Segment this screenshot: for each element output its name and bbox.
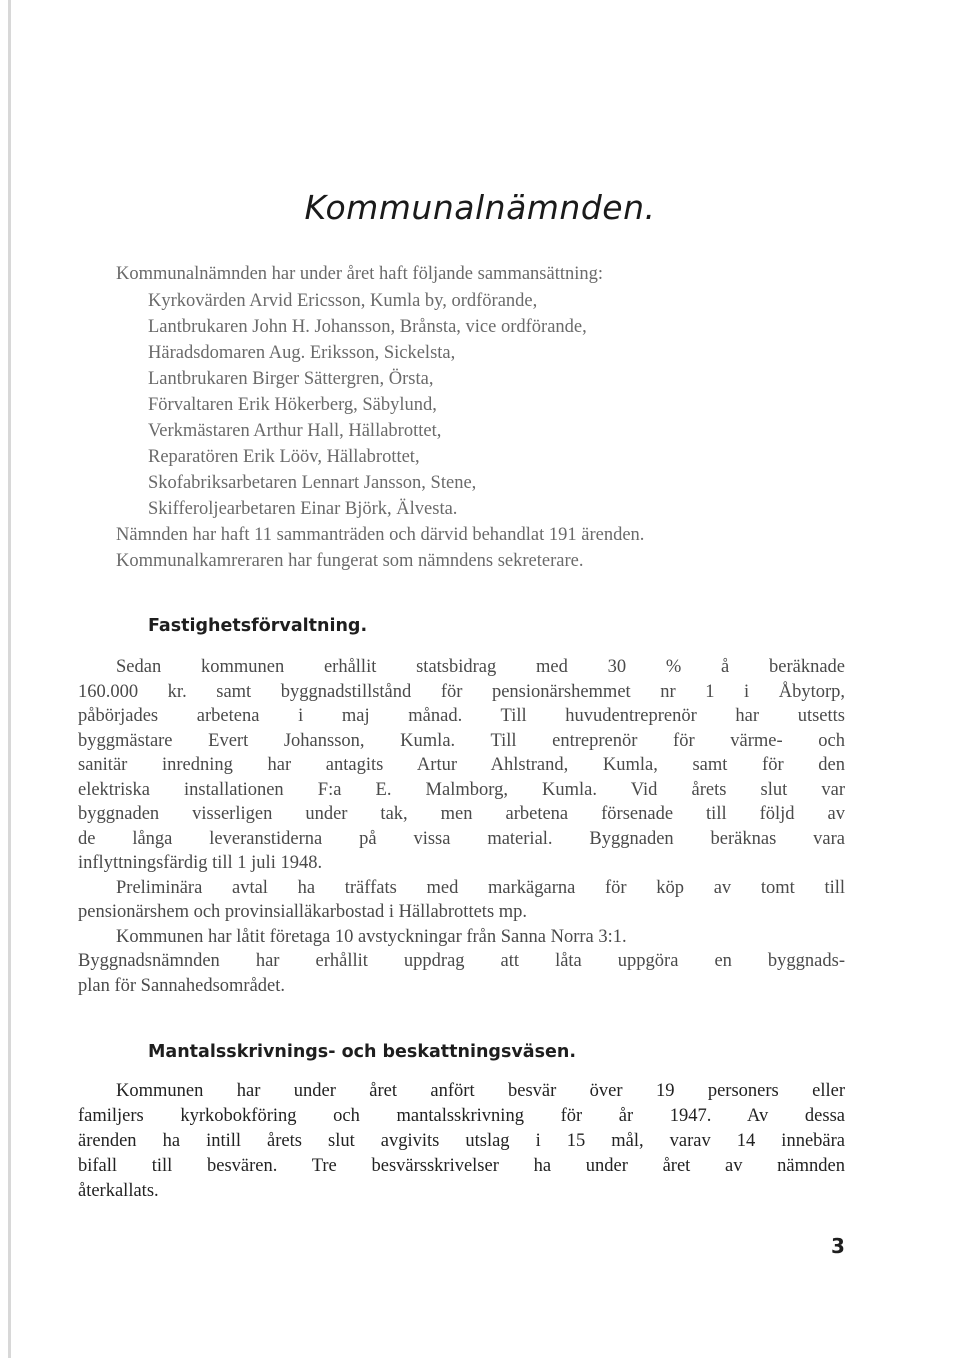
paragraph-line: påbörjades arbetena i maj månad. Till huvudentreprenör har utsetts <box>78 706 845 726</box>
member-line: Verkmästaren Arthur Hall, Hällabrottet, <box>148 421 442 441</box>
member-line: Kyrkovärden Arvid Ericsson, Kumla by, ordförande, <box>148 291 538 311</box>
member-line: Reparatören Erik Lööv, Hällabrottet, <box>148 447 420 467</box>
meetings-line: Nämnden har haft 11 sammanträden och därvid behandlat 191 ärenden. <box>116 525 645 545</box>
paragraph-line: återkallats. <box>78 1181 159 1201</box>
member-line: Lantbrukaren Birger Sättergren, Örsta, <box>148 369 434 389</box>
paragraph-line: elektriska installationen F:a E. Malmborg, Kumla. Vid årets slut var <box>78 780 845 800</box>
committee-intro: Kommunalnämnden har under året haft följande sammansättning: <box>116 264 604 284</box>
section-heading: Mantalsskrivnings- och beskattningsväsen. <box>148 1042 576 1062</box>
paragraph-line: Kommunen har låtit företaga 10 avstyckningar från Sanna Norra 3:1. <box>116 927 627 947</box>
paragraph-line: ärenden ha intill årets slut avgivits utslag i 15 mål, varav 14 innebära <box>78 1131 845 1151</box>
paragraph-line: sanitär inredning har antagits Artur Ahlstrand, Kumla, samt för den <box>78 755 845 775</box>
secretary-line: Kommunalkamreraren har fungerat som nämndens sekreterare. <box>116 551 584 571</box>
paragraph-line: Preliminära avtal ha träffats med markägarna för köp av tomt till <box>116 878 845 898</box>
paragraph-line: de långa leveranstiderna på vissa material. Byggnaden beräknas vara <box>78 829 845 849</box>
paragraph-line: 160.000 kr. samt byggnadstillstånd för pensionärshemmet nr 1 i Åbytorp, <box>78 682 845 702</box>
paragraph-line: inflyttningsfärdig till 1 juli 1948. <box>78 853 323 873</box>
page-title: Kommunalnämnden. <box>304 188 656 227</box>
paragraph-line: pensionärshem och provinsialläkarbostad i Hällabrottets mp. <box>78 902 528 922</box>
paragraph-line: familjers kyrkobokföring och mantalsskrivning för år 1947. Av dessa <box>78 1106 845 1126</box>
page-number: 3 <box>831 1234 845 1258</box>
paragraph-line: byggmästare Evert Johansson, Kumla. Till entreprenör för värme- och <box>78 731 845 751</box>
member-line: Skifferoljearbetaren Einar Björk, Älvesta. <box>148 499 458 519</box>
paragraph-line: Kommunen har under året anfört besvär över 19 personers eller <box>116 1081 845 1101</box>
paragraph-line: Sedan kommunen erhållit statsbidrag med 30 % å beräknade <box>116 657 845 677</box>
member-line: Förvaltaren Erik Hökerberg, Säbylund, <box>148 395 437 415</box>
paragraph-line: bifall till besvären. Tre besvärsskrivelser ha under året av nämnden <box>78 1156 845 1176</box>
paragraph-line: plan för Sannahedsområdet. <box>78 976 286 996</box>
member-line: Häradsdomaren Aug. Eriksson, Sickelsta, <box>148 343 456 363</box>
paragraph-line: Byggnadsnämnden har erhållit uppdrag att låta uppgöra en byggnads- <box>78 951 845 971</box>
member-line: Lantbrukaren John H. Johansson, Brånsta, vice ordförande, <box>148 317 587 337</box>
member-line: Skofabriksarbetaren Lennart Jansson, Stene, <box>148 473 477 493</box>
section-heading: Fastighetsförvaltning. <box>148 616 368 636</box>
paragraph-line: byggnaden visserligen under tak, men arbetena försenade till följd av <box>78 804 845 824</box>
